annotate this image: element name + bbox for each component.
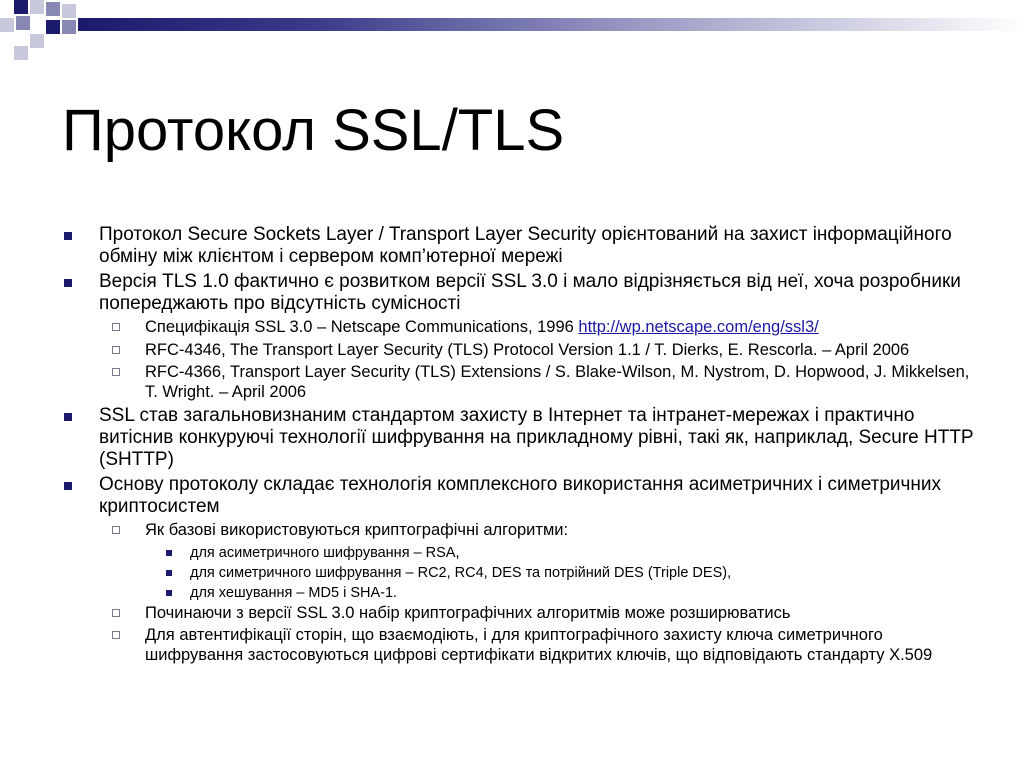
bullet-text: Версія TLS 1.0 фактично є розвитком версії SSL 3.0 і мало відрізняється від неї, хоча розробники попереджають про відсутність сумісності: [99, 271, 961, 314]
corner-square: [14, 0, 28, 14]
bullet-text: для хешування – MD5 і SHA-1.: [190, 584, 398, 601]
square-bullet-icon: [166, 570, 172, 576]
bullet-level-2: [0, 521, 975, 541]
bullet-level-3: [0, 564, 990, 582]
bullet-text: для симетричного шифрування – RC2, RC4, DES та потрійний DES (Triple DES),: [190, 564, 732, 581]
square-bullet-icon: [64, 482, 72, 490]
bullet-text: Протокол Secure Sockets Layer / Transport Layer Security орієнтований на захист інформаційного обміну між клієнтом і сервером комп’ютерної мережі: [99, 224, 952, 267]
corner-square: [16, 16, 30, 30]
square-bullet-icon: [166, 550, 172, 556]
square-bullet-icon: [64, 232, 72, 240]
bullet-level-2: [0, 604, 975, 624]
bullet-level-1: [0, 474, 979, 518]
bullet-text: для асиметричного шифрування – RSA,: [190, 544, 460, 561]
hollow-square-bullet-icon: [112, 609, 120, 617]
square-bullet-icon: [166, 590, 172, 596]
bullet-text: SSL став загальновизнаним стандартом захисту в Інтернет та інтранет-мережах і практично витіснив конкуруючі технології шифрування на прикладному рівні, такі як, наприклад, Secure HTTP (SHTTP): [99, 405, 974, 470]
slide-title: Протокол SSL/TLS: [62, 98, 565, 163]
square-bullet-icon: [64, 413, 72, 421]
corner-square: [62, 4, 76, 18]
bullet-level-1: [0, 224, 979, 268]
corner-square: [0, 18, 14, 32]
bullet-text: Як базові використовуються криптографічні алгоритми:: [145, 521, 569, 539]
hollow-square-bullet-icon: [112, 526, 120, 534]
hollow-square-bullet-icon: [112, 346, 120, 354]
bullet-level-1: [0, 271, 979, 315]
bullet-text: Починаючи з версії SSL 3.0 набір криптографічних алгоритмів може розширюватись: [145, 603, 791, 622]
corner-square: [30, 34, 44, 48]
corner-square: [46, 2, 60, 16]
url-link[interactable]: http://wp.netscape.com/eng/ssl3/: [578, 318, 819, 336]
square-bullet-icon: [64, 279, 72, 287]
corner-square: [30, 0, 44, 14]
bullet-text: RFC-4346, The Transport Layer Security (TLS) Protocol Version 1.1 / T. Dierks, E. Rescorla. – April 2006: [145, 340, 910, 359]
bullet-text: Специфікація SSL 3.0 – Netscape Communications, 1996: [145, 318, 579, 336]
bullet-level-2: [0, 363, 975, 402]
bullet-level-3: [0, 544, 990, 562]
hollow-square-bullet-icon: [112, 323, 120, 331]
corner-square: [14, 46, 28, 60]
bullet-text: RFC-4366, Transport Layer Security (TLS) Extensions / S. Blake-Wilson, M. Nystrom, D. Hopwood, J. Mikkelsen, T. Wright. – April 2006: [145, 363, 970, 401]
header-gradient-bar: [78, 18, 1024, 31]
hollow-square-bullet-icon: [112, 368, 120, 376]
bullet-level-2: [0, 626, 975, 665]
bullet-level-2: [0, 341, 975, 361]
bullet-level-3: [0, 584, 990, 602]
hollow-square-bullet-icon: [112, 631, 120, 639]
corner-square: [62, 20, 76, 34]
bullet-level-1: [0, 405, 979, 471]
bullet-list: [0, 224, 1024, 668]
bullet-text: Основу протоколу складає технологія комплексного використання асиметричних і симетричних криптосистем: [99, 474, 942, 517]
corner-square: [46, 20, 60, 34]
bullet-text: Для автентифікації сторін, що взаємодіють, і для криптографічного захисту ключа симетричного шифрування застосовуються цифрові сертифікати відкритих ключів, що відповідають стандарту Х.509: [145, 626, 933, 664]
bullet-level-2: [0, 318, 975, 338]
